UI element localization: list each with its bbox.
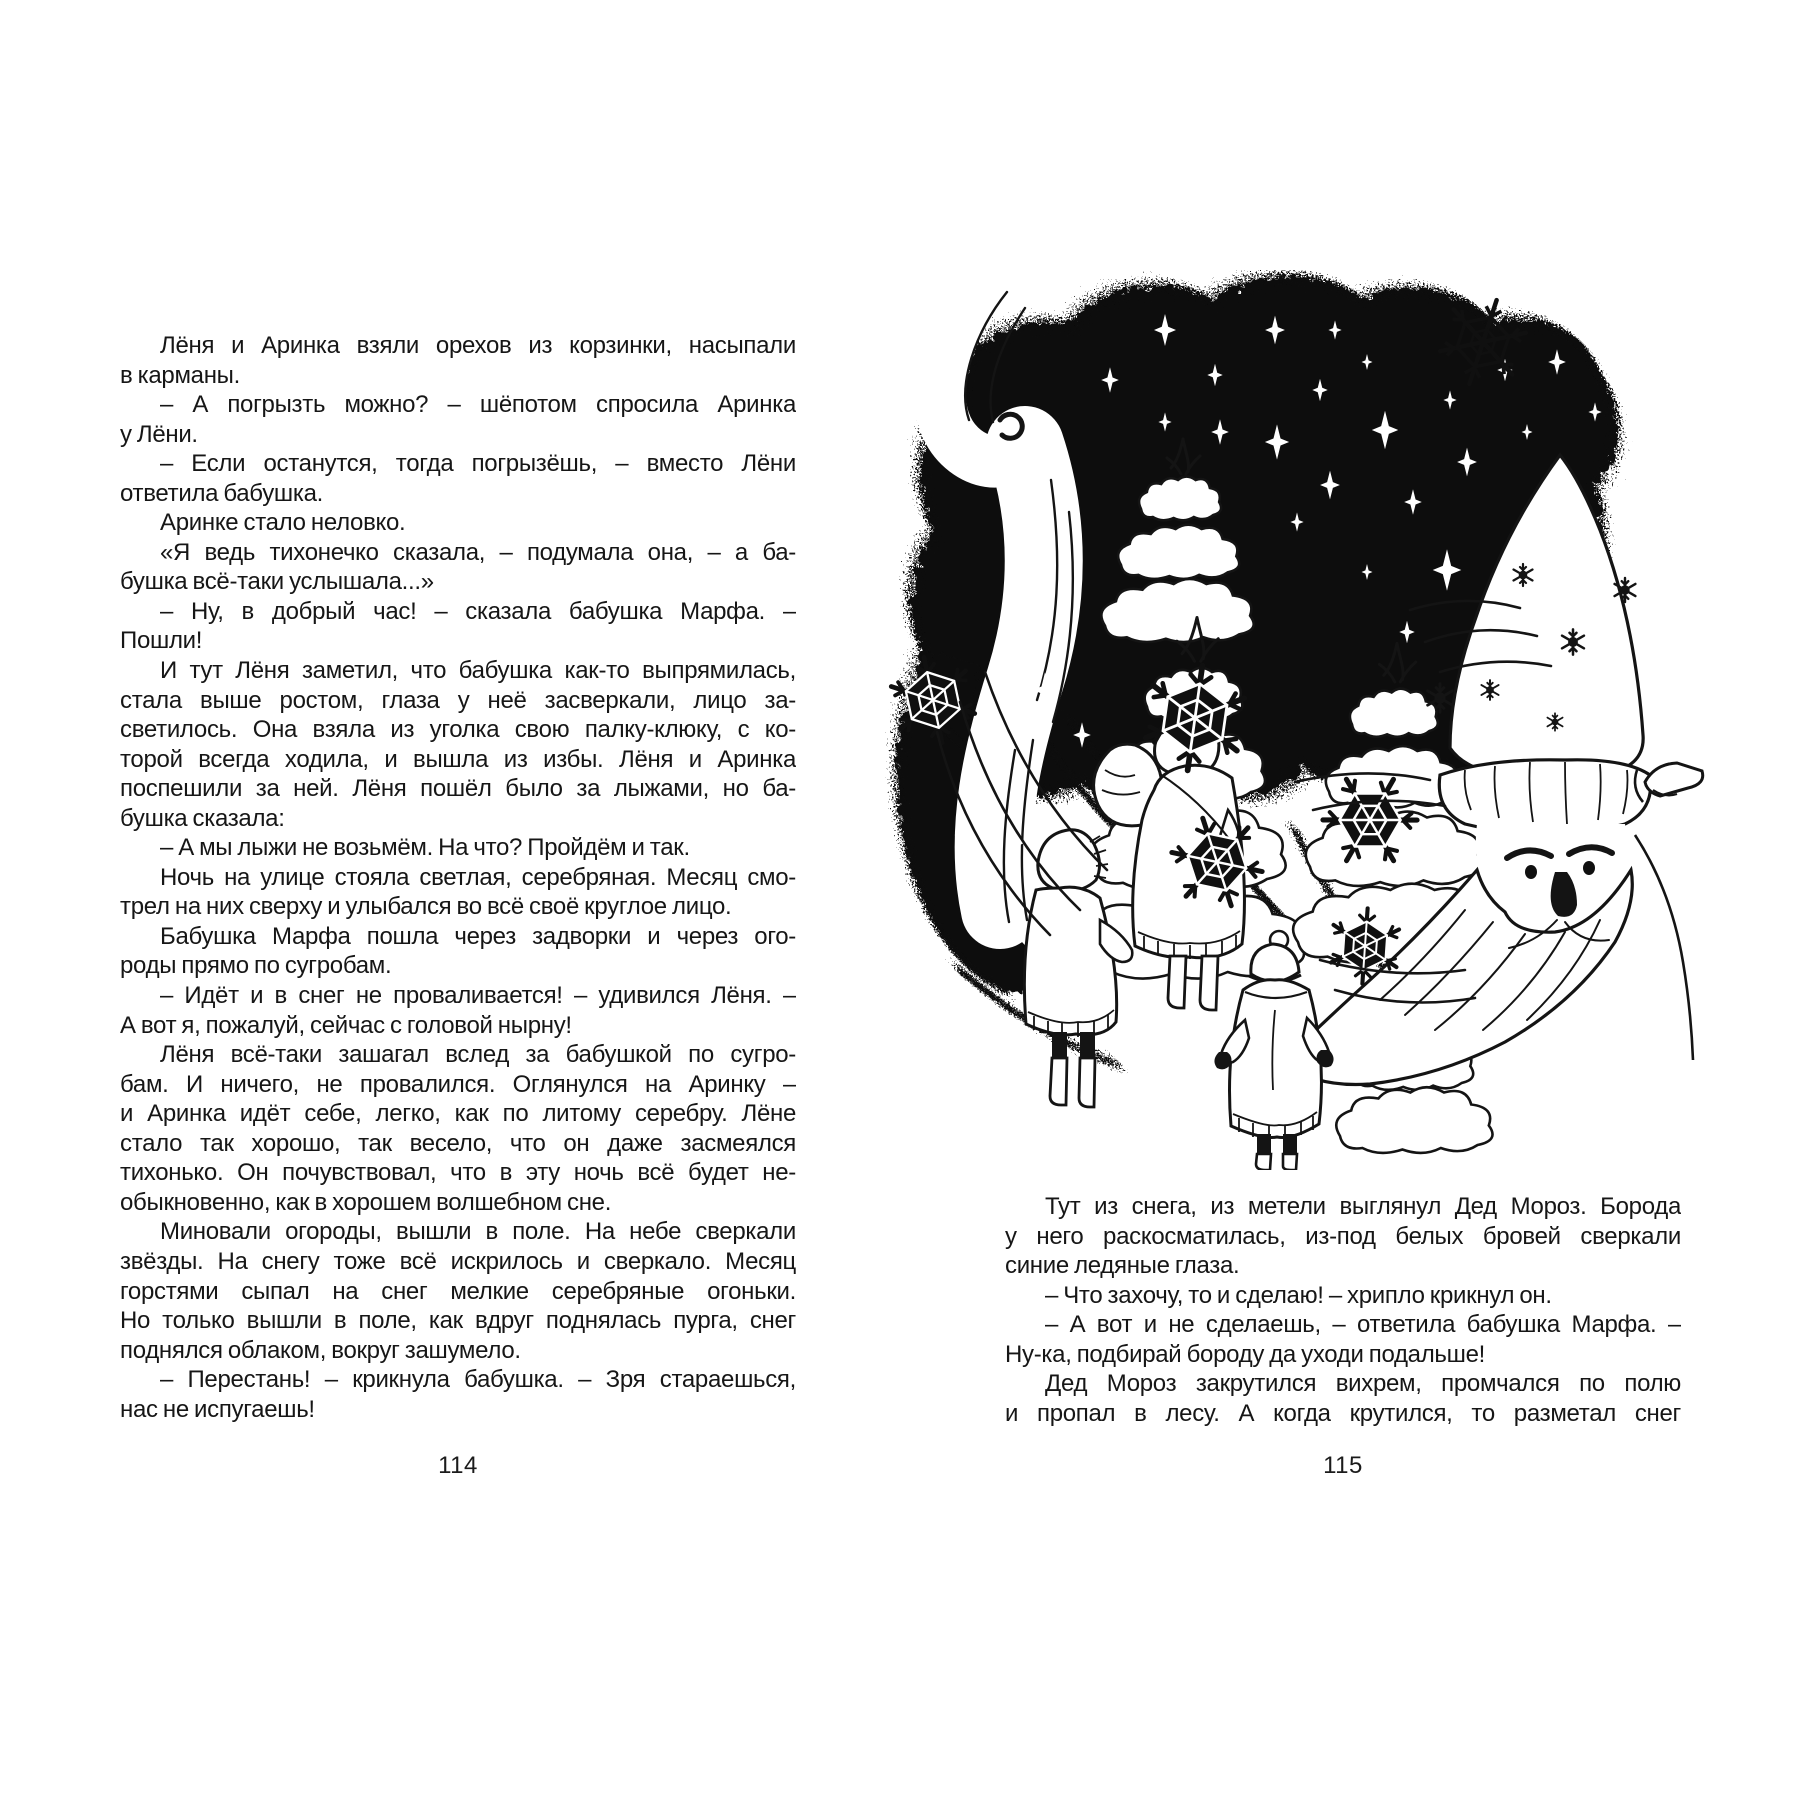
text-line: бушка сказала: [120, 804, 285, 832]
hood [1038, 830, 1100, 891]
child1-boot-left [1050, 1058, 1067, 1105]
child1-knee-right [1080, 1032, 1095, 1060]
illustration-ded-moroz-blizzard [865, 270, 1705, 1170]
text-line: – А погрызть можно? – шёпотом спросила Аринка [160, 391, 796, 419]
text-line: Бабушка Марфа пошла через задворки и через ого- [160, 922, 796, 950]
text-line: в карманы. [120, 361, 240, 389]
text-line: бам. И ничего, не провалился. Оглянулся на Аринку – [120, 1070, 796, 1098]
text-line: нас не испугаешь! [120, 1395, 315, 1423]
page-number-right: 115 [1323, 1452, 1363, 1479]
text-line: И тут Лёня заметил, что бабушка как-то выпрямилась, [160, 657, 796, 685]
ded-moroz-eye-right [1583, 861, 1595, 875]
text-line: обыкновенно, как в хорошем волшебном сне. [120, 1188, 612, 1216]
text-line: Дед Мороз закрутился вихрем, промчался по полю [1045, 1370, 1681, 1398]
child2-boot-left [1256, 1154, 1271, 1170]
child2-boot-right [1283, 1154, 1297, 1170]
text-line: – Что захочу, то и сделаю! – хрипло крикнул он. [1045, 1281, 1552, 1309]
text-line: А вот я, пожалуй, сейчас с головой нырну! [120, 1011, 572, 1039]
text-line: – Идёт и в снег не проваливается! – удивился Лёня. – [160, 982, 796, 1010]
text-line: – А вот и не сделаешь, – ответила бабушка Марфа. – [1045, 1311, 1681, 1339]
child1-knee-left [1052, 1032, 1067, 1060]
text-line: поднялся облаком, вокруг зашумело. [120, 1336, 521, 1364]
ded-moroz-fur-brim [1439, 760, 1650, 834]
text-line: – Перестань! – крикнула бабушка. – Зря стараешься, [160, 1366, 796, 1394]
text-line: бушка всё-таки услышала...» [120, 568, 434, 596]
text-line: Но только вышли в поле, как вдруг поднялась пурга, снег [120, 1307, 796, 1335]
text-line: тихонько. Он почувствовал, что в эту ночь всё будет не- [120, 1159, 796, 1187]
text-line: Миновали огороды, вышли в поле. На небе сверкали [160, 1218, 796, 1246]
text-line: у него раскосматилась, из-под белых бровей сверкали [1005, 1222, 1681, 1250]
babushka-boot-right [1200, 956, 1218, 1010]
text-line: звёзды. На снегу тоже всё искрилось и сверкало. Месяц [120, 1247, 796, 1275]
text-line: торой всегда ходила, и вышла из избы. Лёня и Аринка [120, 745, 796, 773]
text-line: «Я ведь тихонечко сказала, – подумала она, – а ба- [160, 538, 796, 566]
text-line: Лёня всё-таки зашагал вслед за бабушкой по сугро- [160, 1041, 796, 1069]
text-line: и пропал в лесу. А когда крутился, то разметал снег [1005, 1399, 1681, 1427]
text-line: Лёня и Аринка взяли орехов из корзинки, насыпали [160, 332, 796, 359]
text-line: стало так хорошо, так весело, что он даже засмеялся [120, 1129, 796, 1157]
text-line: у Лёни. [120, 420, 198, 448]
text-line: ответила бабушка. [120, 479, 324, 507]
page-number-left: 114 [438, 1452, 478, 1479]
text-line: поспешили за ней. Лёня пошёл было за лыжами, но ба- [120, 775, 796, 803]
child2-coat [1230, 980, 1322, 1138]
text-line: трел на них сверху и улыбался во всё своё круглое лицо. [120, 893, 732, 921]
text-line: роды прямо по сугробам. [120, 952, 392, 980]
text-line: стала выше ростом, глаза у неё засверкали, лицо за- [120, 686, 796, 714]
ded-moroz-eye-left [1525, 865, 1537, 879]
text-line: – А мы лыжи не возьмём. На что? Пройдём и так. [160, 834, 690, 862]
text-line: синие ледяные глаза. [1005, 1252, 1240, 1280]
babushka-boot-left [1168, 956, 1186, 1008]
text-line: Пошли! [120, 627, 203, 655]
text-line: Ну-ка, подбирай бороду да уходи подальше! [1005, 1340, 1486, 1368]
text-line: горстями сыпал на снег мелкие серебряные огоньки. [120, 1277, 796, 1305]
page-115-text [1005, 1192, 1681, 1428]
text-line: Аринке стало неловко. [160, 509, 406, 537]
text-line: светилось. Она взяла из уголка свою палку-клюку, с ко- [120, 716, 796, 744]
text-line: – Если останутся, тогда погрызёшь, – вместо Лёни [160, 450, 796, 478]
text-line: Тут из снега, из метели выглянул Дед Мороз. Борода [1045, 1193, 1681, 1220]
text-line: и Аринка идёт себе, легко, как по литому серебру. Лёне [120, 1100, 796, 1128]
page-114-text [120, 331, 796, 1424]
text-line: – Ну, в добрый час! – сказала бабушка Марфа. – [160, 597, 796, 625]
child1-boot-right [1079, 1058, 1095, 1107]
ded-moroz-shoulder [1635, 835, 1693, 1060]
child1-coat [1024, 887, 1116, 1035]
text-line: Ночь на улице стояла светлая, серебряная. Месяц смо- [160, 863, 796, 891]
